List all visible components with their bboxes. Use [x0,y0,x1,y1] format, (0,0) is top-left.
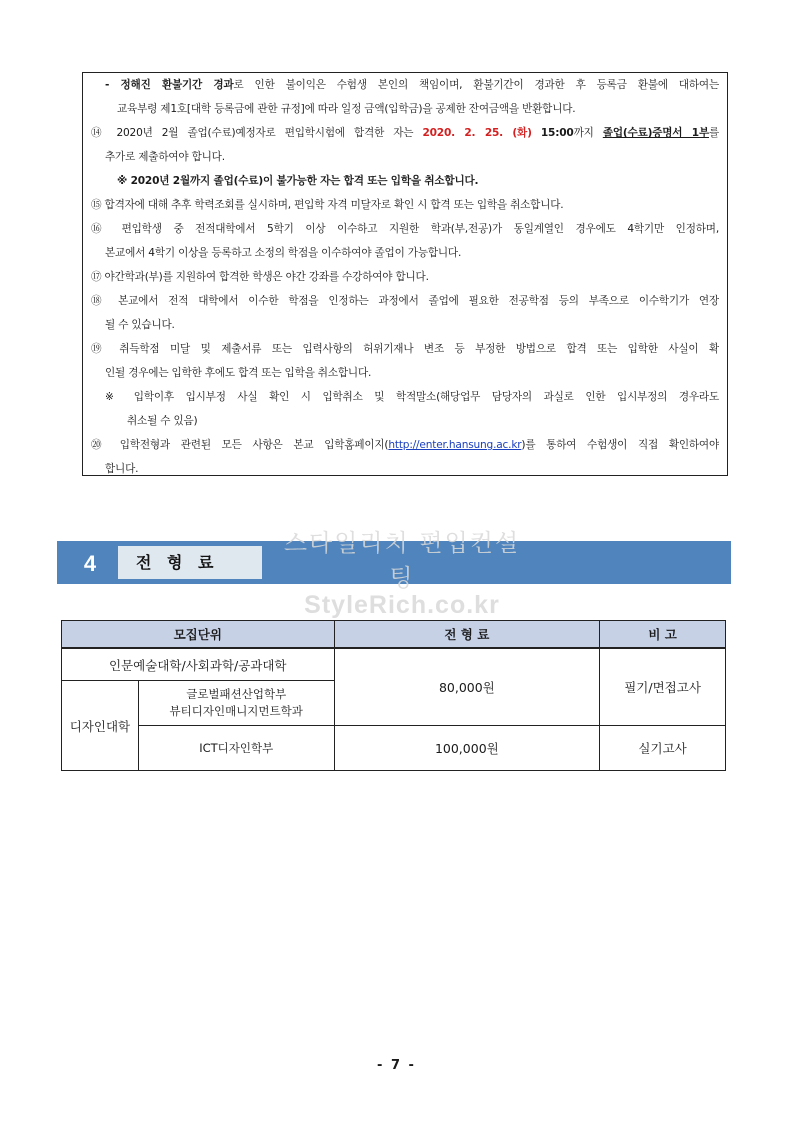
table-row [62,648,726,681]
note-cell: 실기고사 [600,726,726,771]
notice-line: ※ 2020년 2월까지 졸업(수료)이 불가능한 자는 합격 또는 입학을 취소합니다. [117,175,479,187]
notice-line: ※ 입학이후 입시부정 사실 확인 시 입학취소 및 학적말소(해당업무 담당자의 과실로 인한 입시부정의 경우라도 [105,391,719,403]
notice-line: 취소될 수 있음) [127,415,198,427]
notice-line: 합니다. [105,463,139,475]
notice-line: 교육부령 제1호[대학 등록금에 관한 규정]에 따라 일정 금액(입학금)을 공제한 잔여금액을 반환합니다. [117,103,576,115]
watermark-line1: 스타일리치 편입컨설팅 [283,529,521,592]
fee-table [61,620,726,771]
section-title: 전 형 료 [136,553,219,572]
notice-line: ⑲ 취득학점 미달 및 제출서류 또는 입력사항의 허위기재나 변조 등 부정한 방법으로 합격 또는 입학한 사실이 확 [91,343,719,355]
page-number: - 7 - [377,1058,416,1073]
unit-cell [138,681,334,726]
table-row [62,726,726,771]
notice-line: ⑮ 합격자에 대해 추후 학력조회를 실시하며, 편입학 자격 미달자로 확인 시 합격 또는 입학을 취소합니다. [91,199,564,211]
unit-cell: ICT디자인학부 [138,726,334,771]
notice-line: 될 수 있습니다. [105,319,175,331]
header-note: 비 고 [600,621,726,649]
notice-box [82,72,728,476]
notice-line: ⑱ 본교에서 전적 대학에서 이수한 학점을 인정하는 과정에서 졸업에 필요한 전공학점 등의 부족으로 이수학기가 연장 [91,295,719,307]
notice-line: ⑳ 입학전형과 관련된 모든 사항은 본교 입학홈페이지(http://enter.hansung.ac.kr)를 통하여 수험생이 직접 확인하여야 [91,439,719,451]
table-header-row [62,621,726,649]
department-name: 뷰티디자인매니지먼트학과 [169,704,303,718]
notice-line: - 정해진 환불기간 경과로 인한 불이익은 수험생 본인의 책임이며, 환불기간이 경과한 후 등록금 환불에 대하여는 [105,79,719,91]
fee-cell: 100,000원 [334,726,600,771]
header-fee: 전 형 료 [334,621,600,649]
notice-line: 인될 경우에는 입학한 후에도 합격 또는 입학을 취소합니다. [105,367,372,379]
college-cell: 디자인대학 [62,681,139,771]
admission-homepage-link[interactable]: http://enter.hansung.ac.kr [388,439,522,451]
notice-line: 추가로 제출하여야 합니다. [105,151,225,163]
watermark-line2: StyleRich.co.kr [304,591,500,619]
notice-line: ⑰ 야간학과(부)를 지원하여 합격한 학생은 야간 강좌를 수강하여야 합니다. [91,271,429,283]
department-name: 글로벌패션산업학부 [186,687,287,701]
notice-line: ⑯ 편입학생 중 전적대학에서 5학기 이상 이수하고 지원한 학과(부,전공)가 동일계열인 경우에도 4학기만 인정하며, [91,223,719,235]
section-number: 4 [83,551,97,576]
unit-cell: 인문예술대학/사회과학/공과대학 [62,648,335,681]
fee-cell: 80,000원 [334,648,600,726]
note-cell: 필기/면접고사 [600,648,726,726]
notice-line: 본교에서 4학기 이상을 등록하고 소정의 학점을 이수하여야 졸업이 가능합니다. [105,247,462,259]
notice-line: ⑭ 2020년 2월 졸업(수료)예정자로 편입학시험에 합격한 자는 2020. 2. 25. (화) 15:00까지 졸업(수료)증명서 1부를 [91,127,719,139]
header-unit: 모집단위 [62,621,335,649]
